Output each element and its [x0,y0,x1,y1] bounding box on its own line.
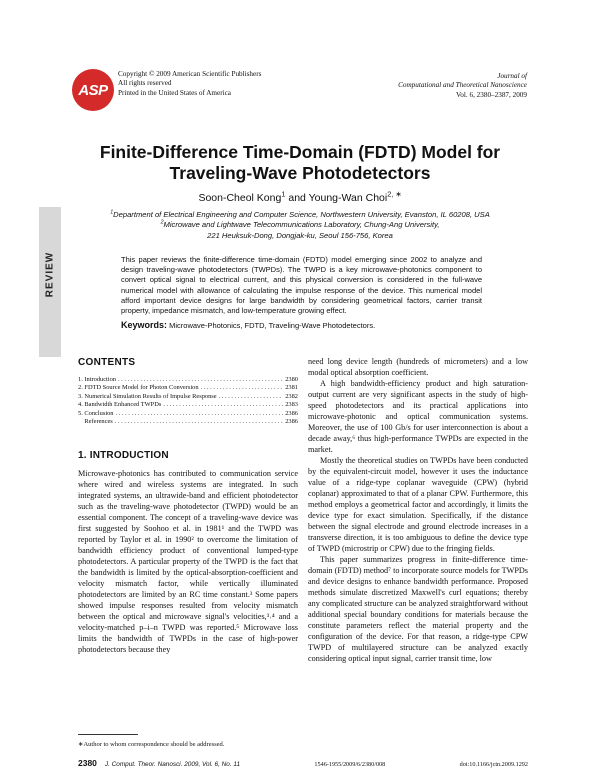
keywords: Keywords: Microwave-Photonics, FDTD, Traveling-Wave Photodetectors. [121,320,376,330]
affiliations: $^1$Department of Electrical Engineering and Computer Science, Northwestern University, Evanston, IL 60208, USA $^2$Microwave and Lightwave Telecommunications Laboratory, Chung-Ang University, 221 Heuksuk-Dong, Dongjak-ku, Seoul 156-756, Korea [110,209,490,240]
publisher-logo: ASP [72,69,114,111]
toc-item[interactable]: 1. Introduction . . . 2380 [78,376,298,384]
paragraph: Microwave-photonics has contributed to communication service where wired and wireless systems are integrated. In such integrated systems, an ultrawide-band and efficient photodetector such as the traveling-wave photodetector (TWPD) would be an essential component. The concept of a traveling-wave device was first suggested by Soohoo et al. in 1981¹ and the TWPD was reported by Taylor et al. in 1990² to overcome the limitation of bandwidth efficiency product of conventional lumped-type photodetectors. A particular property of the TWPD is the fact that the bandwidth is limited by the optical-absorption-coefficient and velocity mismatch factor, while vertically illuminated photodetectors are limited by an RC time constant.³ Some papers showed impulse responses resulted from velocity mismatch between the optical and microwave signal's velocities,³˒⁴ and a velocity-matched p–i–n TWPD was reported.⁵ Microwave loss limits the bandwidth of TWPDs in the case of high-power photodetectors because they [78,469,298,654]
section-heading-introduction: 1. INTRODUCTION [78,450,169,461]
right-column [308,356,528,664]
toc-item[interactable]: 4. Bandwidth Enhanced TWPDs . . . 2383 [78,401,298,409]
footnote-divider [78,734,138,735]
paragraph: Mostly the theoretical studies on TWPDs have been conducted by the equivalent-circuit model, however it uses the inductance value of a ridge-type coplanar waveguide (CPW) (hybrid coplanar) approximated to that of a planar CPW. Furthermore, this method employs a geometrical factor and accordingly, it limits the device type for exact simulation. Specifically, if the distance between the signal electrode and ground electrode increases in a transverse direction, it is too ambiguous to define the device type of TWPD (microstrip or CPW) due to the fringing fields. [308,456,528,553]
paragraph: A high bandwidth-efficiency product and high saturation-output current are very significant aspects in the study of high-speed photodetectors and its practical applications into microwave-photonic and optical communication systems. Moreover, the use of 100 Gb/s for user interconnection is about a decade away,⁶ thus high-performance TWPDs are expected in the market. [308,379,528,454]
page-footer [78,758,528,768]
toc-item[interactable]: References . . . 2386 [78,418,298,426]
toc-item[interactable]: 2. FDTD Source Model for Photon Conversion . . . 2381 [78,384,298,392]
toc-item[interactable]: 5. Conclusion . . . 2386 [78,410,298,418]
publisher-info [118,70,261,98]
table-of-contents [78,376,298,426]
journal-info: Journal of Computational and Theoretical Nanoscience Vol. 6, 2380–2387, 2009 [398,72,527,99]
printed-line: Printed in the United States of America [118,88,231,97]
review-label: REVIEW [44,251,56,298]
paper-title: Finite-Difference Time-Domain (FDTD) Model for Traveling-Wave Photodetectors [99,142,501,183]
contents-heading: CONTENTS [78,357,136,368]
keywords-label: Keywords: [121,320,168,330]
author-2: Young-Wan Choi [308,192,388,204]
author-line: Soon-Cheol Kong$^1$ and Young-Wan Choi$^{2, ∗}$ [198,189,402,204]
rights-line: All rights reserved [118,79,172,88]
paragraph: This paper summarizes progress in finite-difference time-domain (FDTD) method⁷ to incorporate source models for TWPDs and device designs to enhance bandwidth performance. Proposed methods simulate discretized Maxwell's curl equations; thereby any complicated structure can be analyzed straightforward without additional special boundary conditions for materials because the constitute parameters reflect the material property and the configuration of the device. For that reason, a ridge-type CPW TWPD of multilayered structure can be analyzed exactly considering optical input signal, carrier transit time, low [308,555,528,663]
journal-volume: Vol. 6, 2380–2387, 2009 [456,90,527,99]
copyright-line: Copyright © 2009 American Scientific Publishers [118,70,262,78]
journal-reference: J. Comput. Theor. Nanosci. 2009, Vol. 6, No. 11 [104,761,241,768]
author-1: Soon-Cheol Kong [198,192,282,204]
abstract: This paper reviews the finite-difference time-domain (FDTD) model emerging since 2002 to analyze and design traveling-wave photodetectors (TWPDs). The TWPD is a key microwave-photonics component to convert optical signal to electrical current, and this physical conversion is considered in the full-wave numerical model with allowance of calculating the impulse response of the device. This numerical model afford important device designs for large bandwidth by considering geometrical factors, carrier transit property, impedance mismatch, and low-temperature growing effect. [121,255,482,316]
footnote: ∗Author to whom correspondence should be addressed. [78,741,225,748]
issn: 1546-1955/2009/6/2380/008 [314,761,386,768]
paragraph: need long device length (hundreds of micrometers) and a low modal optical absorption coefficient. [308,357,528,377]
doi[interactable]: doi:10.1166/jctn.2009.1292 [459,761,528,768]
left-column [78,468,298,655]
page-number: 2380 [78,758,97,768]
toc-item[interactable]: 3. Numerical Simulation Results of Impulse Response . . . 2382 [78,393,298,401]
